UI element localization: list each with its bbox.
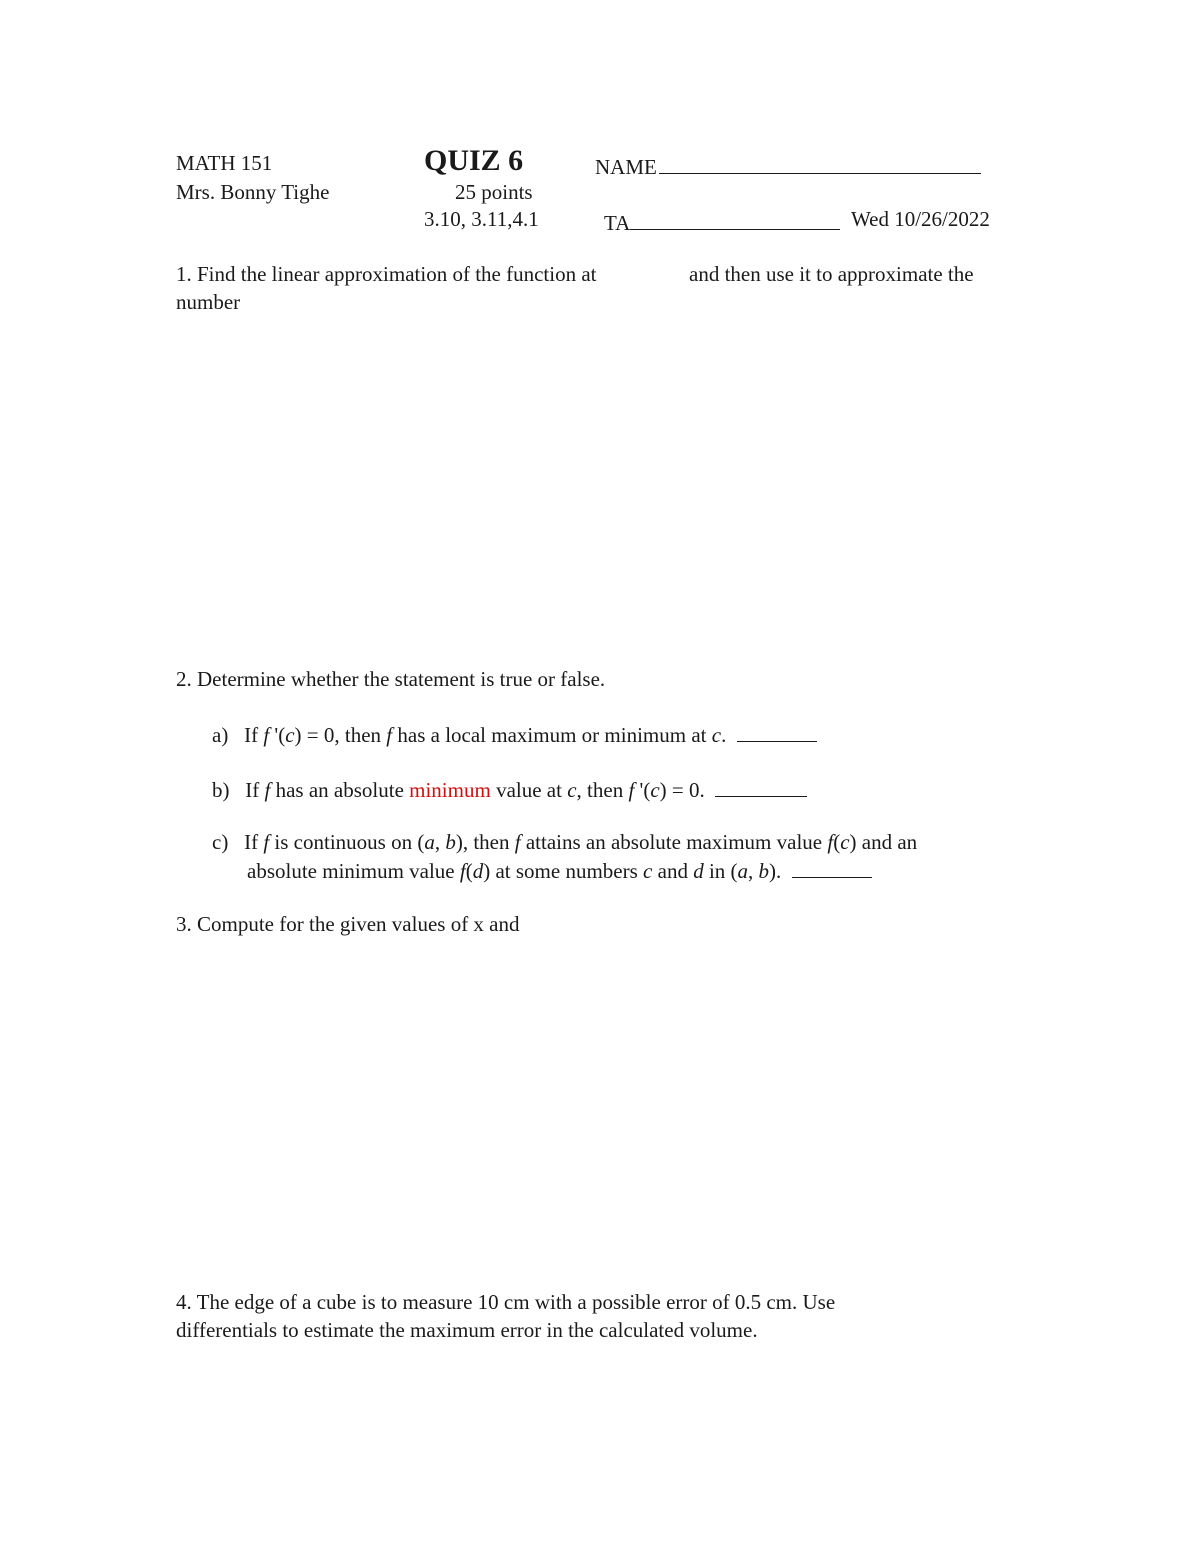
q2c-f: f <box>263 830 270 854</box>
q2b-f2: f <box>628 778 635 802</box>
ta-field[interactable] <box>604 207 840 236</box>
q2b-marker: b) <box>212 778 230 802</box>
q2c-fd-open: ( <box>465 859 473 883</box>
q2c-f2: f <box>514 830 521 854</box>
question-3-text: 3. Compute for the given values of x and <box>176 912 520 936</box>
question-1-text-c: number <box>176 290 241 314</box>
q2c-a: a <box>424 830 435 854</box>
course-name: MATH 151 <box>176 151 273 175</box>
q2b-c: c <box>567 778 577 802</box>
q2b-answer-blank[interactable] <box>715 776 807 797</box>
q2c-fd: f <box>459 859 466 883</box>
q2c-comma: , <box>434 830 446 854</box>
q2c-then: ), then <box>455 830 510 854</box>
question-4-line2: differentials to estimate the maximum error in the calculated volume. <box>176 1318 758 1342</box>
q2c-some: at some numbers <box>495 859 638 883</box>
q2c-if: If <box>244 830 259 854</box>
q2b-prime: '( <box>634 778 651 802</box>
q2b-minimum-highlight: minimum <box>409 778 491 802</box>
ta-blank[interactable] <box>630 207 840 230</box>
q2a-f: f <box>263 723 270 747</box>
q2c-end: ). <box>769 859 782 883</box>
q2c-in: in ( <box>708 859 738 883</box>
q2a-rest: has a local maximum or minimum at <box>397 723 707 747</box>
q2b-mid: has an absolute <box>270 778 404 802</box>
q2c-fc-open: ( <box>833 830 841 854</box>
question-2-intro: 2. Determine whether the statement is true or false. <box>176 667 606 691</box>
q2b-c2: c <box>650 778 660 802</box>
q2c-marker: c) <box>212 830 229 854</box>
q2b-if: If <box>245 778 260 802</box>
quiz-sections: 3.10, 3.11,4.1 <box>424 207 539 231</box>
q2c-b: b <box>445 830 456 854</box>
q2b-end: ) = 0. <box>659 778 705 802</box>
q2b-f: f <box>264 778 271 802</box>
q2c-cont: is continuous on ( <box>269 830 425 854</box>
question-2b <box>212 776 807 803</box>
q2c-and2: and <box>657 859 688 883</box>
q2c-fc: f <box>827 830 834 854</box>
q2a-c: c <box>285 723 295 747</box>
q2c-attains: attains an absolute maximum value <box>525 830 823 854</box>
q2c-b2: b <box>758 859 770 883</box>
quiz-title: QUIZ 6 <box>424 144 524 177</box>
q2c-a2: a <box>737 859 749 883</box>
name-label: NAME <box>595 155 657 179</box>
q2c-d2: d <box>693 859 704 883</box>
question-2c-line1 <box>212 830 917 855</box>
q2c-answer-blank[interactable] <box>792 857 872 878</box>
q2c-fd-d: d <box>472 859 484 883</box>
name-field[interactable] <box>595 151 981 180</box>
question-2a <box>212 721 817 748</box>
q2b-then: , then <box>576 778 624 802</box>
quiz-points: 25 points <box>455 180 533 204</box>
question-4-line1: 4. The edge of a cube is to measure 10 cm with a possible error of 0.5 cm. Use <box>176 1290 836 1314</box>
q2c-fd-close: ) <box>483 859 491 883</box>
instructor-name: Mrs. Bonny Tighe <box>176 180 330 204</box>
q2a-prime: '( <box>269 723 286 747</box>
q2a-if: If <box>244 723 259 747</box>
q2c-comma2: , <box>748 859 759 883</box>
ta-label: TA <box>604 211 631 235</box>
q2a-marker: a) <box>212 723 229 747</box>
quiz-date: Wed 10/26/2022 <box>851 207 990 231</box>
q2c-c3: c <box>643 859 653 883</box>
question-1-text-b: and then use it to approximate the <box>689 262 974 286</box>
q2c-line2a: absolute minimum value <box>247 859 455 883</box>
question-1-text-a: 1. Find the linear approximation of the function at <box>176 262 597 286</box>
q2a-f2: f <box>386 723 393 747</box>
q2c-and: and an <box>861 830 918 854</box>
q2a-eq: ) = 0, then <box>294 723 382 747</box>
q2c-fc-close: ) <box>849 830 857 854</box>
q2a-c2: c <box>711 723 722 747</box>
name-blank[interactable] <box>659 151 981 174</box>
q2c-fc-c: c <box>840 830 850 854</box>
q2a-period: . <box>721 723 727 747</box>
q2a-answer-blank[interactable] <box>737 721 817 742</box>
question-2c-line2 <box>247 857 872 884</box>
q2b-mid2: value at <box>496 778 562 802</box>
